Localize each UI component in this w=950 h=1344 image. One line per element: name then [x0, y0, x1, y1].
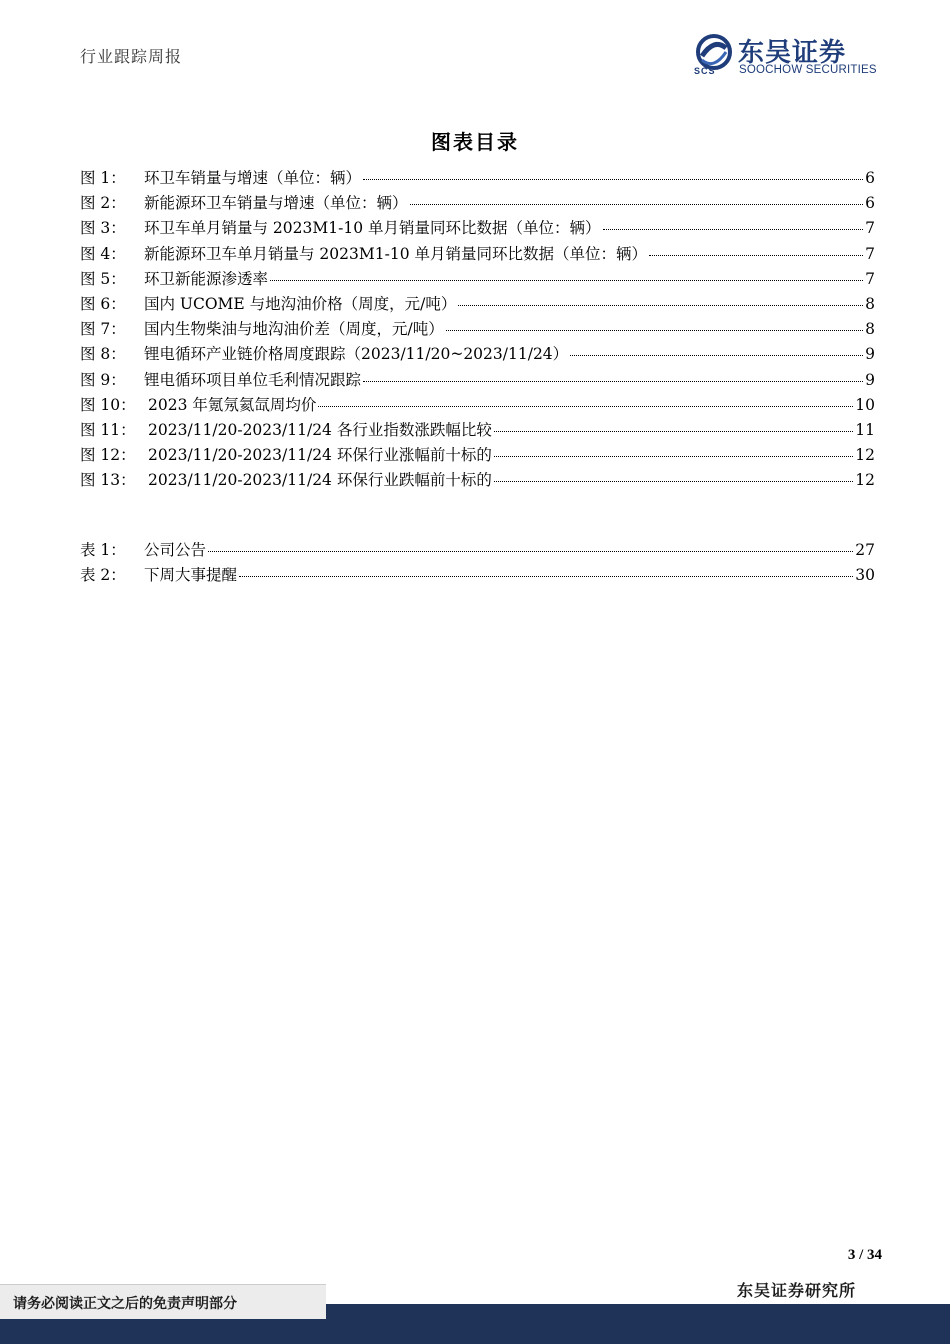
- toc-entry-label: 图 13：: [80, 471, 136, 490]
- toc-leader-dots: [410, 204, 864, 205]
- toc-entry-title: 国内 UCOME 与地沟油价格（周度，元/吨）: [144, 294, 457, 313]
- toc-entry[interactable]: [80, 242, 875, 267]
- toc-entry[interactable]: [80, 538, 875, 563]
- footer-institute: 东吴证券研究所: [737, 1281, 857, 1300]
- toc-entry-page: 8: [865, 320, 875, 339]
- toc-entry-label: 图 7：: [80, 320, 126, 339]
- toc-entry-page: 30: [855, 566, 875, 585]
- toc-entry-label: 图 3：: [80, 219, 126, 238]
- page-title: 图表目录: [431, 130, 519, 154]
- toc-leader-dots: [270, 280, 863, 281]
- toc-entry-page: 8: [865, 294, 875, 313]
- toc-entry-label: 图 1：: [80, 169, 126, 187]
- toc-entry[interactable]: [80, 166, 875, 191]
- toc-entry[interactable]: [80, 468, 875, 493]
- toc-entry-title: 下周大事提醒: [144, 566, 238, 585]
- toc-entry[interactable]: [80, 563, 875, 588]
- table-list: [80, 538, 875, 588]
- toc-entry-page: 7: [865, 244, 875, 263]
- toc-entry-label: 图 8：: [80, 345, 126, 364]
- toc-leader-dots: [603, 229, 864, 230]
- toc-leader-dots: [570, 355, 863, 356]
- toc-leader-dots: [363, 381, 863, 382]
- toc-leader-dots: [363, 179, 863, 180]
- footer-disclaimer: 请务必阅读正文之后的免责声明部分: [13, 1296, 237, 1312]
- toc-entry-page: 7: [865, 269, 875, 288]
- toc-entry-page: 9: [865, 370, 875, 389]
- toc-entry-label: 表 1：: [80, 541, 126, 559]
- toc-entry-title: 环卫车销量与增速（单位：辆）: [144, 169, 362, 187]
- toc-entry-title: 新能源环卫车单月销量与 2023M1-10 单月销量同环比数据（单位：辆）: [144, 244, 647, 263]
- toc-entry-label: 图 4：: [80, 244, 126, 263]
- toc-entry-label: 图 10：: [80, 395, 136, 414]
- toc-entry[interactable]: [80, 267, 875, 292]
- footer-disclaimer-box: [0, 1284, 326, 1319]
- toc-entry-page: 27: [855, 541, 875, 559]
- toc-entry-label: 图 12：: [80, 446, 136, 465]
- figure-list: [80, 166, 875, 493]
- report-type-label: 行业跟踪周报: [80, 47, 183, 66]
- toc-entry-page: 12: [855, 446, 875, 465]
- toc-entry-label: 图 2：: [80, 194, 126, 213]
- toc-entry-label: 表 2：: [80, 566, 126, 585]
- toc-entry[interactable]: [80, 368, 875, 393]
- toc-entry[interactable]: [80, 317, 875, 342]
- toc-entry[interactable]: [80, 216, 875, 241]
- toc-entry-label: 图 11：: [80, 420, 136, 439]
- toc-entry[interactable]: [80, 393, 875, 418]
- toc-entry-label: 图 5：: [80, 269, 126, 288]
- toc-entry[interactable]: [80, 443, 875, 468]
- toc-leader-dots: [649, 255, 863, 256]
- toc-leader-dots: [239, 576, 853, 577]
- toc-entry[interactable]: [80, 292, 875, 317]
- toc-entry-label: 图 9：: [80, 370, 126, 389]
- toc-entry-page: 9: [865, 345, 875, 364]
- page-number: 3 / 34: [847, 1247, 882, 1263]
- toc-entry-page: 10: [855, 395, 875, 414]
- toc-entry-title: 环卫车单月销量与 2023M1-10 单月销量同环比数据（单位：辆）: [144, 219, 601, 238]
- toc-entry-title: 2023/11/20-2023/11/24 各行业指数涨跌幅比较: [148, 420, 492, 439]
- toc-leader-dots: [318, 406, 853, 407]
- toc-leader-dots: [494, 456, 853, 457]
- toc-leader-dots: [494, 431, 853, 432]
- toc-leader-dots: [446, 330, 863, 331]
- toc-entry-title: 2023/11/20-2023/11/24 环保行业涨幅前十标的: [148, 446, 492, 465]
- toc-entry-title: 国内生物柴油与地沟油价差（周度，元/吨）: [144, 320, 444, 339]
- toc-entry-title: 2023/11/20-2023/11/24 环保行业跌幅前十标的: [148, 471, 492, 490]
- logo-chinese-name: 东吴证券: [738, 38, 847, 68]
- toc-entry-title: 新能源环卫车销量与增速（单位：辆）: [144, 194, 408, 213]
- toc-entry-title: 公司公告: [144, 541, 207, 559]
- toc-entry[interactable]: [80, 342, 875, 367]
- toc-entry-page: 7: [865, 219, 875, 238]
- toc-entry[interactable]: [80, 418, 875, 443]
- toc-leader-dots: [208, 551, 853, 552]
- toc-entry-title: 锂电循环产业链价格周度跟踪（2023/11/20~2023/11/24）: [144, 345, 569, 364]
- toc-leader-dots: [458, 305, 863, 306]
- logo-english-name: SOOCHOW SECURITIES: [739, 64, 877, 76]
- toc-entry[interactable]: [80, 191, 875, 216]
- toc-entry-title: 环卫新能源渗透率: [144, 269, 269, 288]
- toc-entry-page: 12: [855, 471, 875, 490]
- toc-entry-page: 6: [865, 194, 875, 213]
- toc-entry-title: 2023 年氪氖氦氙周均价: [148, 395, 317, 414]
- toc-entry-page: 11: [855, 420, 875, 439]
- toc-entry-label: 图 6：: [80, 294, 126, 313]
- logo-abbr: SCS: [694, 66, 716, 76]
- brand-logo: [694, 30, 884, 80]
- toc-entry-page: 6: [865, 169, 875, 187]
- toc-leader-dots: [494, 481, 853, 482]
- toc-entry-title: 锂电循环项目单位毛利情况跟踪: [144, 370, 362, 389]
